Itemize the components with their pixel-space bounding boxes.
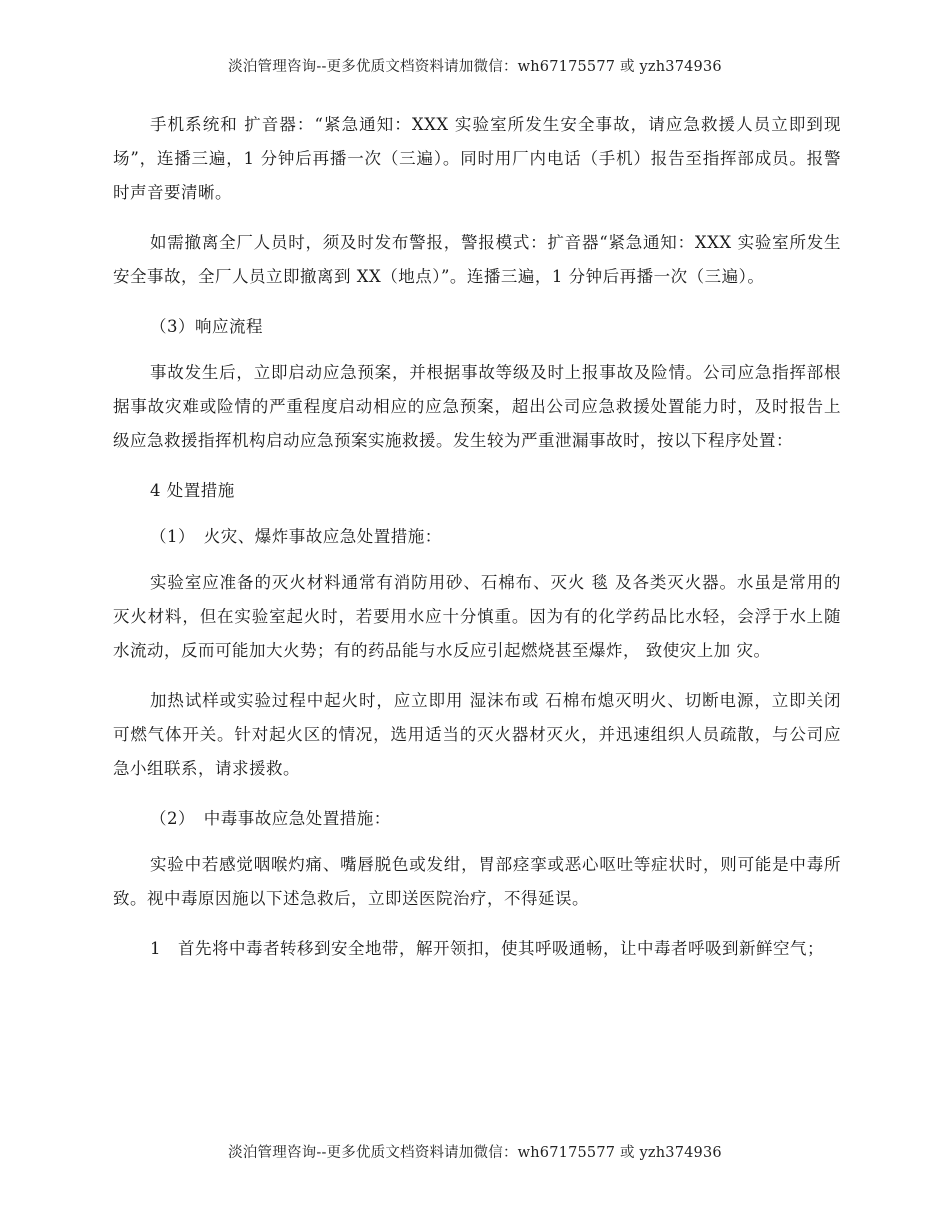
page-header: 淡泊管理咨询--更多优质文档资料请加微信：wh67175577 或 yzh374936	[228, 59, 722, 75]
heading-fire-explosion: （1） 火灾、爆炸事故应急处置措施：	[150, 527, 442, 546]
paragraph-fire-materials: 实验室应准备的灭火材料通常有消防用砂、石棉布、灭火 毯 及各类灭火器。水虽是常用的灭火材料，但在实验室起火时，若要用水应十分慎重。因为有的化学药品比水轻，会浮于水上随水流动，反而可能加大火势；有的药品能与水反应引起燃烧甚至爆炸， 致使灾上加 灾。	[113, 573, 841, 660]
heading-poisoning: （2） 中毒事故应急处置措施：	[150, 809, 391, 828]
paragraph-first-aid-step-1: 1 首先将中毒者转移到安全地带，解开领扣，使其呼吸通畅，让中毒者呼吸到新鲜空气；	[150, 939, 824, 958]
heading-response-process: （3）响应流程	[150, 317, 263, 336]
paragraph-fire-handling: 加热试样或实验过程中起火时，应立即用 湿沫布或 石棉布熄灭明火、切断电源，立即关闭可燃气体开关。针对起火区的情况，选用适当的灭火器材灭火，并迅速组织人员疏散，与公司应急小组联系，请求援救。	[113, 691, 841, 778]
heading-measures: 4 处置措施	[150, 481, 235, 500]
page-footer: 淡泊管理咨询--更多优质文档资料请加微信：wh67175577 或 yzh374936	[228, 1145, 722, 1161]
paragraph-poisoning-symptoms: 实验中若感觉咽喉灼痛、嘴唇脱色或发绀，胃部痉挛或恶心呕吐等症状时，则可能是中毒所致。视中毒原因施以下述急救后，立即送医院治疗，不得延误。	[113, 855, 841, 908]
paragraph-alert-broadcast: 手机系统和 扩音器：“紧急通知：XXX 实验室所发生安全事故，请应急救援人员立即到现场”，连播三遍，1 分钟后再播一次（三遍）。同时用厂内电话（手机）报告至指挥部成员。报警时声音要清晰。	[113, 115, 841, 202]
document-body	[113, 108, 841, 982]
paragraph-response-process: 事故发生后，立即启动应急预案，并根据事故等级及时上报事故及险情。公司应急指挥部根据事故灾难或险情的严重程度启动相应的应急预案，超出公司应急救援处置能力时，及时报告上级应急救援指挥机构启动应急预案实施救援。发生较为严重泄漏事故时，按以下程序处置：	[113, 363, 841, 450]
paragraph-evacuation-alert: 如需撤离全厂人员时，须及时发布警报，警报模式：扩音器“紧急通知：XXX 实验室所发生安全事故，全厂人员立即撤离到 XX（地点）”。连播三遍，1 分钟后再播一次（三遍）。	[113, 233, 841, 286]
